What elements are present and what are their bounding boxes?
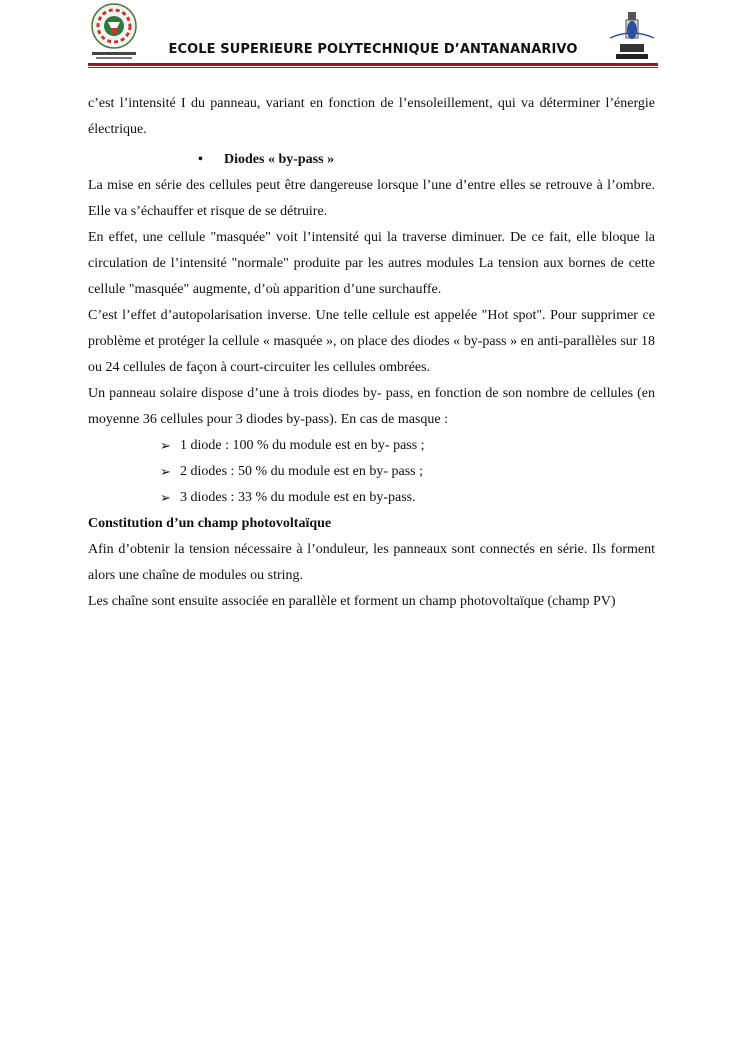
list-item-text: 2 diodes : 50 % du module est en by- pass ; bbox=[180, 464, 424, 479]
bullet-heading bbox=[88, 147, 655, 173]
arrow-bullet-icon: ➢ bbox=[160, 464, 171, 479]
header-rule bbox=[88, 63, 658, 66]
page-header bbox=[88, 0, 658, 72]
paragraph: c’est l’intensité I du panneau, variant en fonction de l’ensoleillement, qui va déterminer l’énergie électrique. bbox=[88, 96, 655, 137]
paragraph: Afin d’obtenir la tension nécessaire à l’onduleur, les panneaux sont connectés en série. Ils forment alors une chaîne de modules ou string. bbox=[88, 542, 655, 583]
paragraph: Les chaîne sont ensuite associée en parallèle et forment un champ photovoltaïque (champ PV) bbox=[88, 594, 616, 609]
paragraph: En effet, une cellule "masquée" voit l’intensité qui la traverse diminuer. De ce fait, elle bloque la circulation de l’intensité "normale" produite par les autres modules La tension aux bornes de cette cellule "masquée" augmente, d’où apparition d’une surchauffe. bbox=[88, 230, 655, 297]
header-title: ECOLE SUPERIEURE POLYTECHNIQUE D’ANTANANARIVO bbox=[168, 42, 578, 57]
list-item-text: 1 diode : 100 % du module est en by- pass ; bbox=[180, 438, 425, 453]
arrow-bullet-icon: ➢ bbox=[160, 490, 171, 505]
section-heading: Constitution d’un champ photovoltaïque bbox=[88, 516, 332, 531]
bullet-icon: • bbox=[198, 152, 203, 167]
paragraph: Un panneau solaire dispose d’une à trois diodes by- pass, en fonction de son nombre de cellules (en moyenne 36 cellules pour 3 diodes by-pass). En cas de masque : bbox=[88, 386, 655, 427]
diode-list bbox=[88, 433, 655, 511]
paragraph: C’est l’effet d’autopolarisation inverse. Une telle cellule est appelée "Hot spot". Pour supprimer ce problème et protéger la cellule « masquée », on place des diodes « by-pass » en anti-parallèles sur 18 ou 24 cellules de façon à court-circuiter les cellules ombrées. bbox=[88, 308, 655, 375]
list-item bbox=[88, 433, 655, 459]
arrow-bullet-icon: ➢ bbox=[160, 438, 171, 453]
bullet-heading-text: Diodes « by-pass » bbox=[224, 152, 335, 167]
header-rule-thin bbox=[88, 67, 658, 68]
paragraph: La mise en série des cellules peut être dangereuse lorsque l’une d’entre elles se retrouve à l’ombre. Elle va s’échauffer et risque de se détruire. bbox=[88, 178, 655, 219]
list-item bbox=[88, 459, 655, 485]
list-item bbox=[88, 485, 655, 511]
document-body bbox=[88, 91, 655, 615]
list-item-text: 3 diodes : 33 % du module est en by-pass. bbox=[180, 490, 416, 505]
